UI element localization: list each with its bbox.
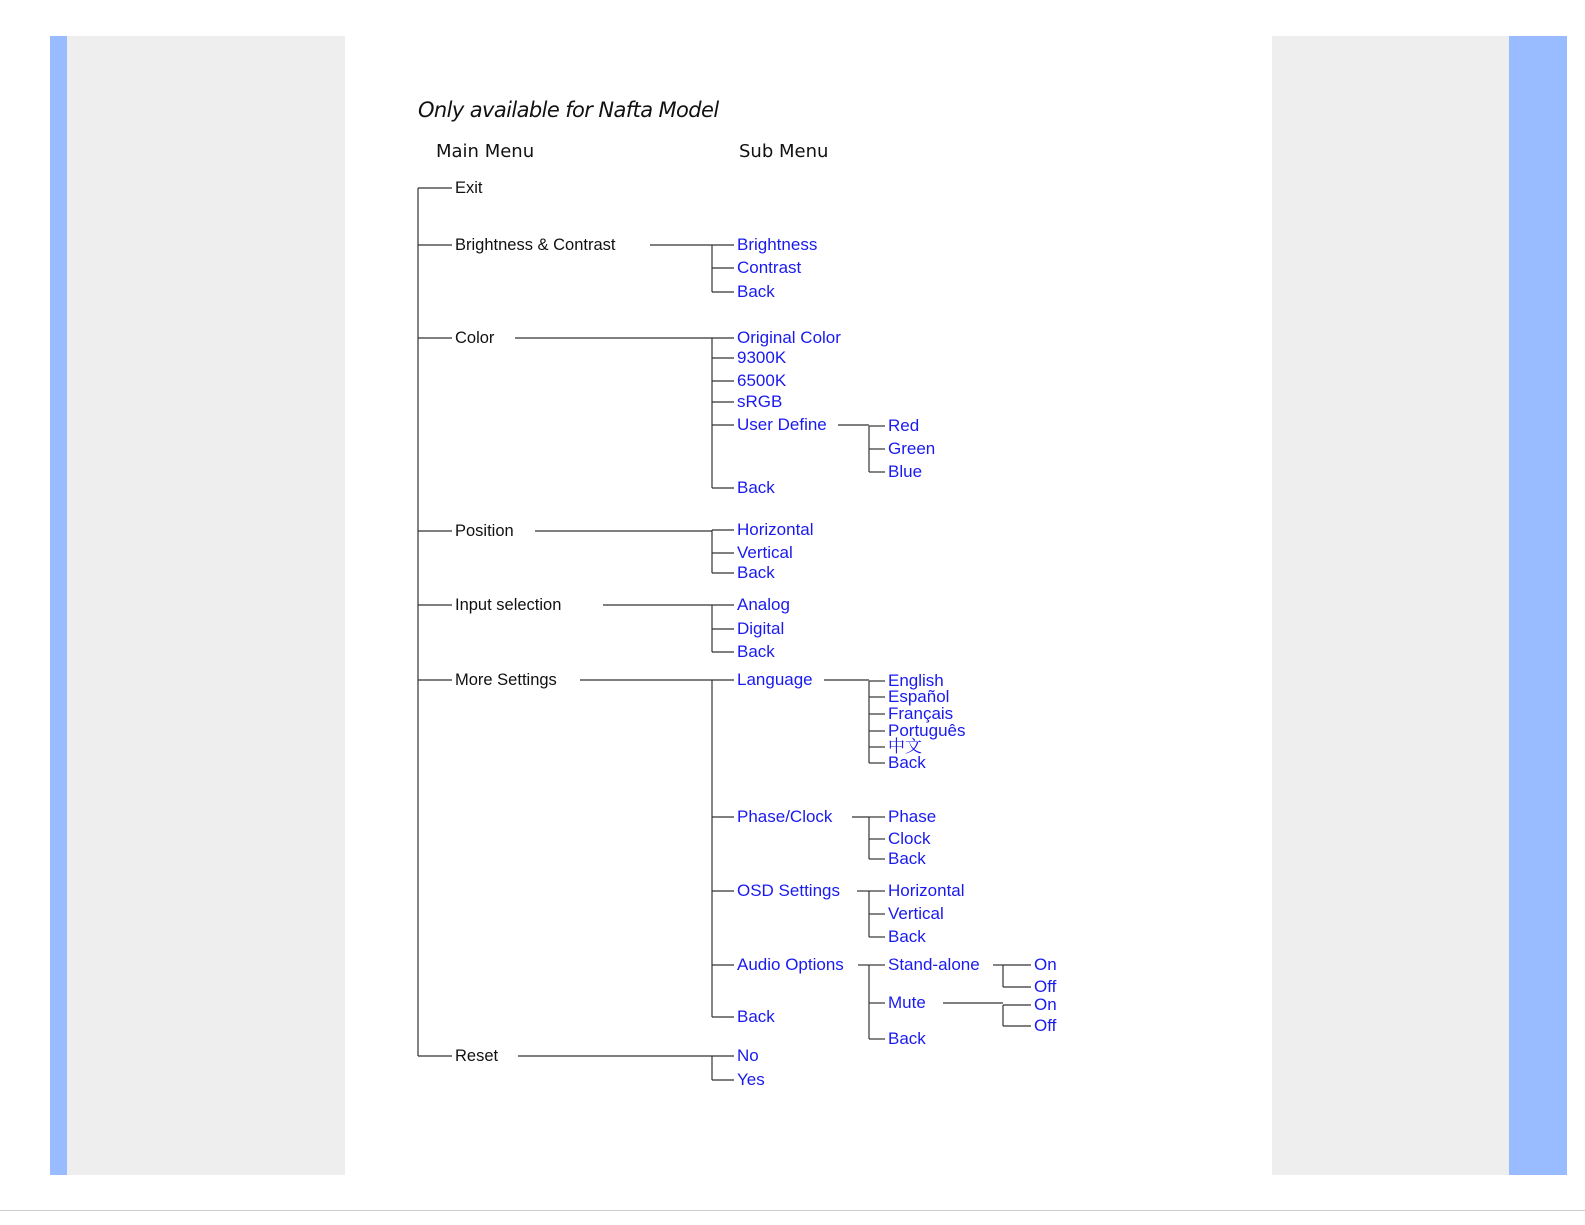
menu-item-espanol: Español xyxy=(888,687,950,706)
menu-item-clock: Clock xyxy=(888,829,931,848)
menu-item-osd-vertical: Vertical xyxy=(888,904,944,923)
menu-item-audio-options: Audio Options xyxy=(737,955,844,974)
menu-item-more-settings: More Settings xyxy=(455,671,557,689)
menu-item-brightness-contrast: Brightness & Contrast xyxy=(455,236,616,254)
menu-item-osd-horizontal: Horizontal xyxy=(888,881,965,900)
main-menu-header: Main Menu xyxy=(436,141,535,162)
menu-item-pos-horizontal: Horizontal xyxy=(737,520,814,539)
menu-item-contrast: Contrast xyxy=(737,258,802,277)
menu-item-reset: Reset xyxy=(455,1047,499,1065)
menu-item-input-back: Back xyxy=(737,642,775,661)
menu-item-osd-back: Back xyxy=(888,927,926,946)
menu-item-english: English xyxy=(888,671,944,690)
menu-item-exit: Exit xyxy=(455,179,483,197)
menu-item-brightness: Brightness xyxy=(737,235,818,254)
menu-item-phase-clock: Phase/Clock xyxy=(737,807,833,826)
menu-item-phase: Phase xyxy=(888,807,937,826)
sub-menu-header: Sub Menu xyxy=(739,141,829,162)
menu-item-mute-on: On xyxy=(1034,995,1057,1014)
menu-item-user-define: User Define xyxy=(737,415,827,434)
menu-item-pos-back: Back xyxy=(737,563,775,582)
menu-item-lang-back: Back xyxy=(888,753,926,772)
menu-item-9300k: 9300K xyxy=(737,348,787,367)
menu-item-more-back: Back xyxy=(737,1007,775,1026)
menu-item-sa-off: Off xyxy=(1034,977,1057,996)
menu-item-blue: Blue xyxy=(888,462,923,481)
menu-item-language: Language xyxy=(737,670,813,689)
menu-item-red: Red xyxy=(888,416,920,435)
menu-item-audio-back: Back xyxy=(888,1029,926,1048)
menu-item-francais: Français xyxy=(888,704,954,723)
menu-item-reset-yes: Yes xyxy=(737,1070,765,1089)
menu-item-chinese: 中文 xyxy=(888,737,922,756)
menu-item-color: Color xyxy=(455,329,495,347)
menu-item-portugues: Português xyxy=(888,721,966,740)
menu-item-stand-alone: Stand-alone xyxy=(888,955,980,974)
menu-item-position: Position xyxy=(455,522,514,540)
menu-item-input-selection: Input selection xyxy=(455,596,562,614)
menu-item-reset-no: No xyxy=(737,1046,759,1065)
menu-item-pc-back: Back xyxy=(888,849,926,868)
menu-item-sa-on: On xyxy=(1034,955,1057,974)
nafta-note-title: Only available for Nafta Model xyxy=(418,98,719,122)
menu-item-color-back: Back xyxy=(737,478,775,497)
menu-item-mute: Mute xyxy=(888,993,926,1012)
menu-item-original-color: Original Color xyxy=(737,328,841,347)
menu-item-analog: Analog xyxy=(737,595,790,614)
menu-item-bc-back: Back xyxy=(737,282,775,301)
menu-item-6500k: 6500K xyxy=(737,371,787,390)
menu-item-pos-vertical: Vertical xyxy=(737,543,793,562)
menu-item-srgb: sRGB xyxy=(737,392,783,411)
menu-item-green: Green xyxy=(888,439,936,458)
menu-item-digital: Digital xyxy=(737,619,785,638)
menu-item-mute-off: Off xyxy=(1034,1016,1057,1035)
menu-item-osd-settings: OSD Settings xyxy=(737,881,840,900)
